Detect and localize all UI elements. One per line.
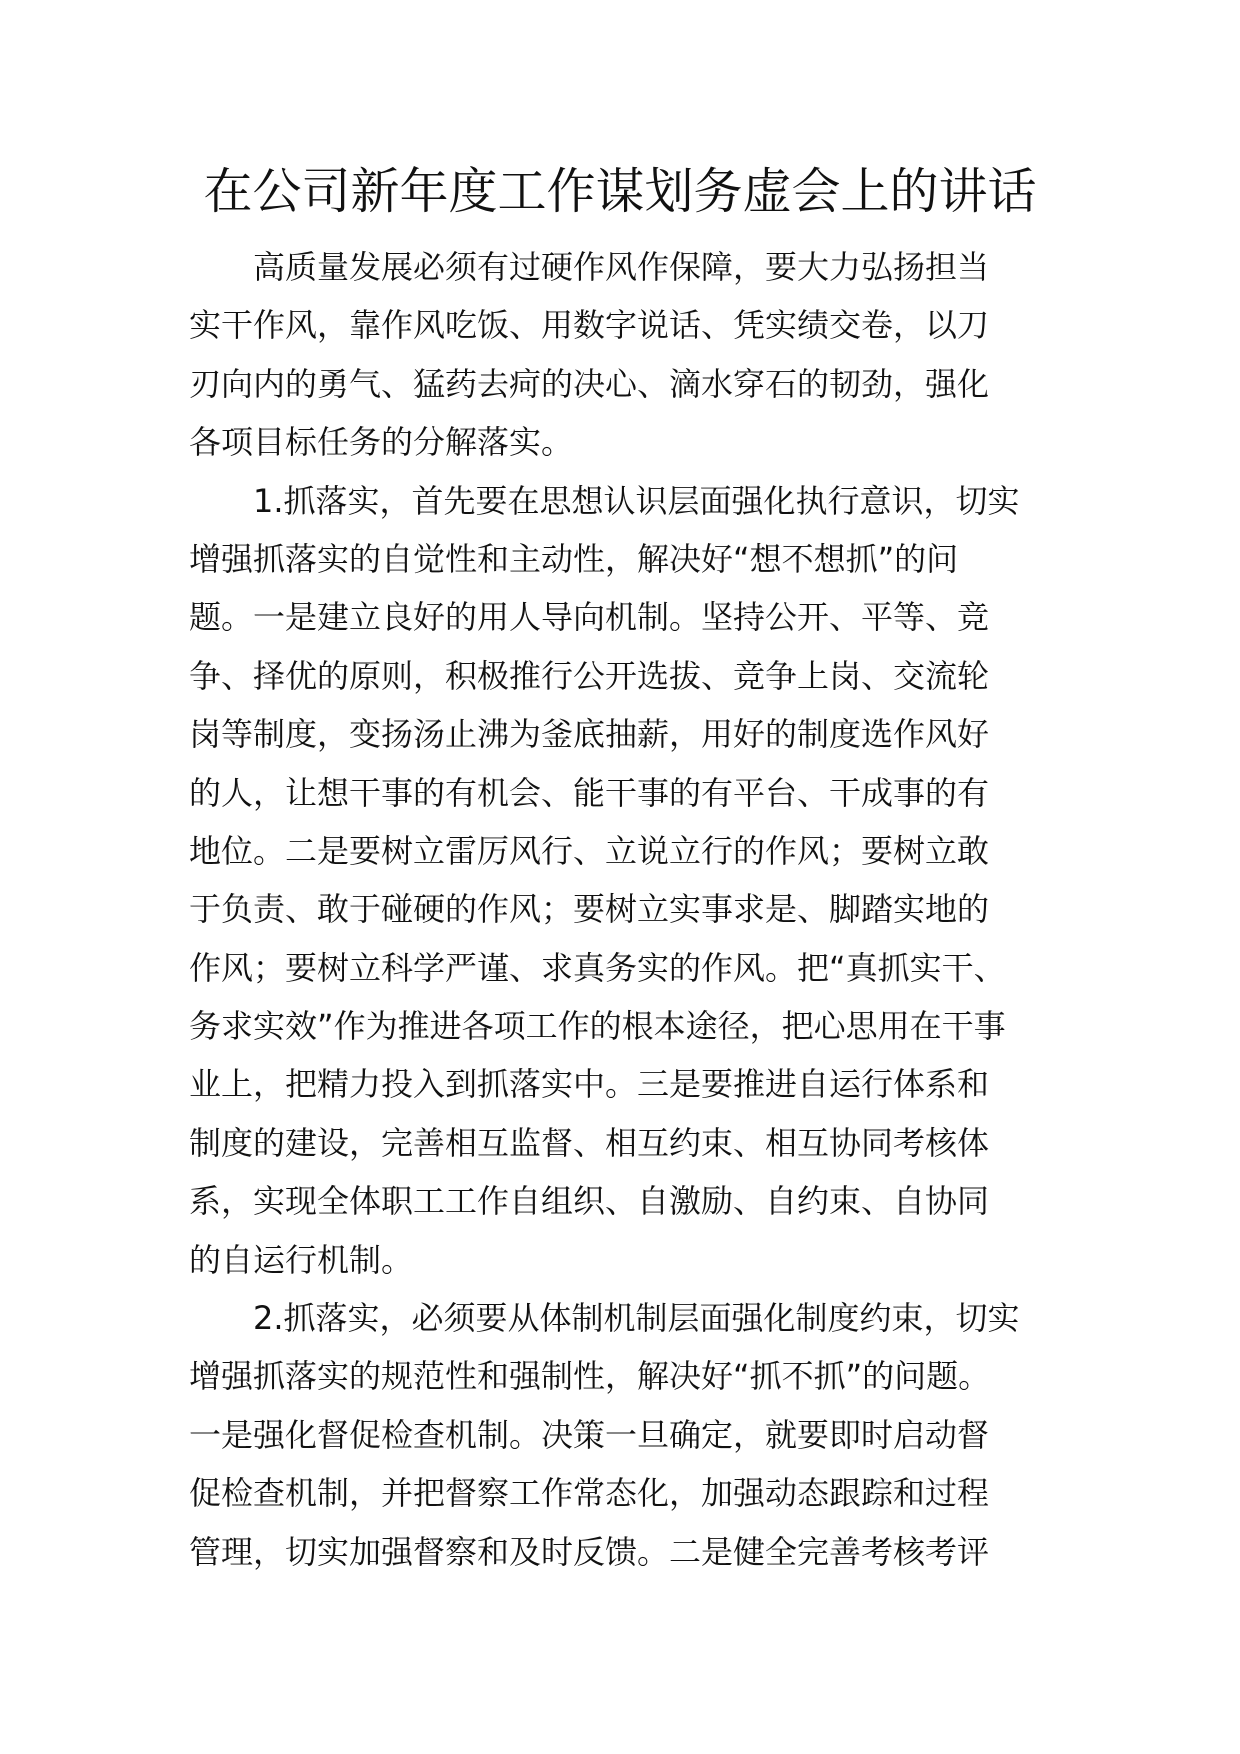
text-line: 地位。二是要树立雷厉风行、立说立行的作风；要树立敢: [189, 831, 990, 870]
document-body: [189, 238, 1069, 1581]
text-line: 的人，让想干事的有机会、能干事的有平台、干成事的有: [189, 773, 990, 812]
text-line: 争、择优的原则，积极推行公开选拔、竞争上岗、交流轮: [189, 656, 990, 695]
text-line: 2.抓落实，必须要从体制机制层面强化制度约束，切实: [253, 1299, 1020, 1338]
text-line: 题。一是建立良好的用人导向机制。坚持公开、平等、竞: [189, 598, 990, 637]
text-line: 各项目标任务的分解落实。: [189, 423, 574, 462]
text-line: 管理，切实加强督察和及时反馈。二是健全完善考核考评: [189, 1532, 990, 1571]
text-line: 增强抓落实的规范性和强制性，解决好“抓不抓”的问题。: [189, 1357, 991, 1396]
text-line: 业上，把精力投入到抓落实中。三是要推进自运行体系和: [189, 1065, 990, 1104]
text-line: 促检查机制，并把督察工作常态化，加强动态跟踪和过程: [189, 1474, 990, 1513]
text-line: 实干作风，靠作风吃饭、用数字说话、凭实绩交卷，以刀: [189, 306, 990, 345]
document-title: 在公司新年度工作谋划务虚会上的讲话: [203, 163, 1037, 220]
text-line: 务求实效”作为推进各项工作的根本途径，把心思用在干事: [189, 1007, 1006, 1046]
text-line: 系，实现全体职工工作自组织、自激励、自约束、自协同: [189, 1182, 990, 1221]
text-line: 一是强化督促检查机制。决策一旦确定，就要即时启动督: [189, 1415, 990, 1454]
text-line: 作风；要树立科学严谨、求真务实的作风。把“真抓实干、: [189, 948, 1006, 987]
text-line: 岗等制度，变扬汤止沸为釜底抽薪，用好的制度选作风好: [189, 715, 990, 754]
text-line: 高质量发展必须有过硬作风作保障，要大力弘扬担当: [253, 248, 990, 286]
text-line: 1.抓落实，首先要在思想认识层面强化执行意识，切实: [253, 481, 1020, 520]
text-line: 的自运行机制。: [189, 1240, 414, 1279]
text-line: 于负责、敢于碰硬的作风；要树立实事求是、脚踏实地的: [189, 890, 990, 929]
text-line: 增强抓落实的自觉性和主动性，解决好“想不想抓”的问: [189, 539, 959, 578]
text-line: 刃向内的勇气、猛药去疴的决心、滴水穿石的韧劲，强化: [189, 364, 990, 403]
text-line: 制度的建设，完善相互监督、相互约束、相互协同考核体: [189, 1123, 990, 1162]
